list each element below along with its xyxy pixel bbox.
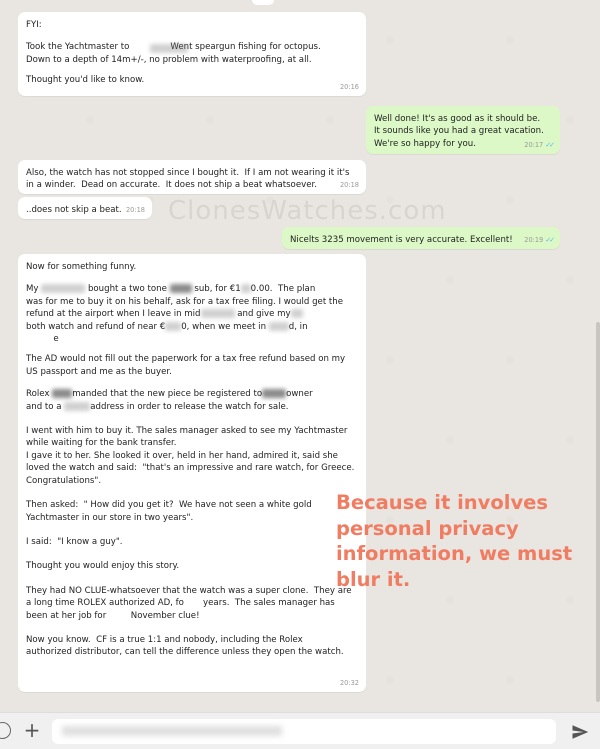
message-text: Thought you would enjoy this story. [26, 561, 180, 572]
message-meta [524, 139, 553, 151]
message-time: 20:16 [339, 82, 359, 91]
blurred-text [165, 322, 181, 331]
message-text: ..does not skip a beat. [26, 205, 122, 215]
message-meta [524, 234, 553, 246]
message-meta [340, 179, 359, 191]
blurred-text [262, 389, 286, 398]
scrollbar[interactable] [596, 322, 600, 702]
message-text: Also, the watch has not stopped since I bought it. If I am not wearing it it's in a winder. Dead on accurate. It does not ship a beat whatsoever. [26, 168, 350, 191]
message-incoming-3[interactable] [18, 197, 152, 219]
message-text: FYI: [26, 20, 42, 30]
blurred-text [52, 389, 72, 398]
blurred-text [150, 44, 188, 53]
blurred-text [62, 726, 282, 736]
message-time: 20:18 [339, 180, 359, 189]
read-receipt-icon: ✓✓ [545, 140, 553, 149]
blurred-text [269, 322, 289, 331]
message-outgoing-1[interactable] [366, 106, 560, 154]
message-text: Rolex manded that the new piece be registered to owner and to a address in order to release the watch for sale. [26, 389, 313, 412]
message-text: They had NO CLUE-whatsoever that the watch was a super clone. They are a long time ROLEX authorized AD, fo years. The sales manager has been at her job for November clue! [26, 585, 352, 621]
message-text: Now you know. CF is a true 1:1 and nobody, including the Rolex authorized distributor, can tell the difference unless they open the watch. [26, 634, 344, 658]
blurred-text [291, 309, 303, 318]
send-icon[interactable] [571, 723, 589, 741]
message-text: I went with him to buy it. The sales manager asked to see my Yachtmaster while waiting for the bank transfer. I gave it to her. She looked it over, held in her hand, admired it, said she loved the watch and said: "that's an impressive and rare watch, for Greece. Congratulations". [26, 426, 355, 486]
message-text: Well done! It's as good as it should be. It sounds like you had a great vacation. We're so happy for you. [374, 114, 544, 149]
message-incoming-4[interactable] [18, 254, 366, 692]
message-text: Took the Yachtmaster to Went speargun fishing for octopus. Down to a depth of 14m+/-, no problem with waterproofing, at all. [26, 42, 321, 65]
blurred-text [41, 284, 85, 293]
message-text: My bought a two tone sub, for €1 0.00. The plan was for me to buy it on his behalf, ask for a tax free filing. I would get the refund at the airport when I leave in mid and give my both watch and refund of near € 0, when we meet in d, in e [26, 284, 344, 345]
previous-bubble-edge [252, 0, 274, 5]
message-composer [0, 712, 600, 749]
message-text: The AD would not fill out the paperwork for a tax free refund based on my US passport and me as the buyer. [26, 354, 346, 377]
message-text: Nicelts 3235 movement is very accurate. Excellent! [290, 235, 513, 245]
message-outgoing-2[interactable] [282, 227, 560, 249]
message-text: Then asked: " How did you get it? We have not seen a white gold Yachtmaster in our store in two years". [26, 500, 312, 523]
message-text: Now for something funny. [26, 262, 137, 272]
plus-icon[interactable]: + [23, 718, 41, 742]
message-meta [340, 677, 359, 689]
message-meta [340, 81, 359, 93]
blurred-text [64, 402, 90, 411]
message-time: 20:32 [339, 678, 359, 687]
blurred-text [170, 284, 192, 293]
emoji-icon[interactable] [0, 722, 11, 739]
read-receipt-icon: ✓✓ [545, 235, 553, 244]
message-time: 20:18 [125, 205, 145, 214]
message-time: 20:19 [524, 235, 544, 244]
privacy-note: Because it involves personal privacy information, we must blur it. [336, 491, 573, 591]
message-text: I said: "I know a guy". [26, 536, 123, 547]
watermark: ClonesWatches.com [168, 196, 447, 226]
message-time: 20:17 [524, 140, 544, 149]
message-meta [126, 204, 145, 216]
message-text: Thought you'd like to know. [26, 75, 145, 86]
blurred-text [241, 284, 251, 293]
message-incoming-1[interactable] [18, 12, 366, 96]
blurred-text [201, 309, 235, 318]
message-incoming-2[interactable] [18, 160, 366, 194]
